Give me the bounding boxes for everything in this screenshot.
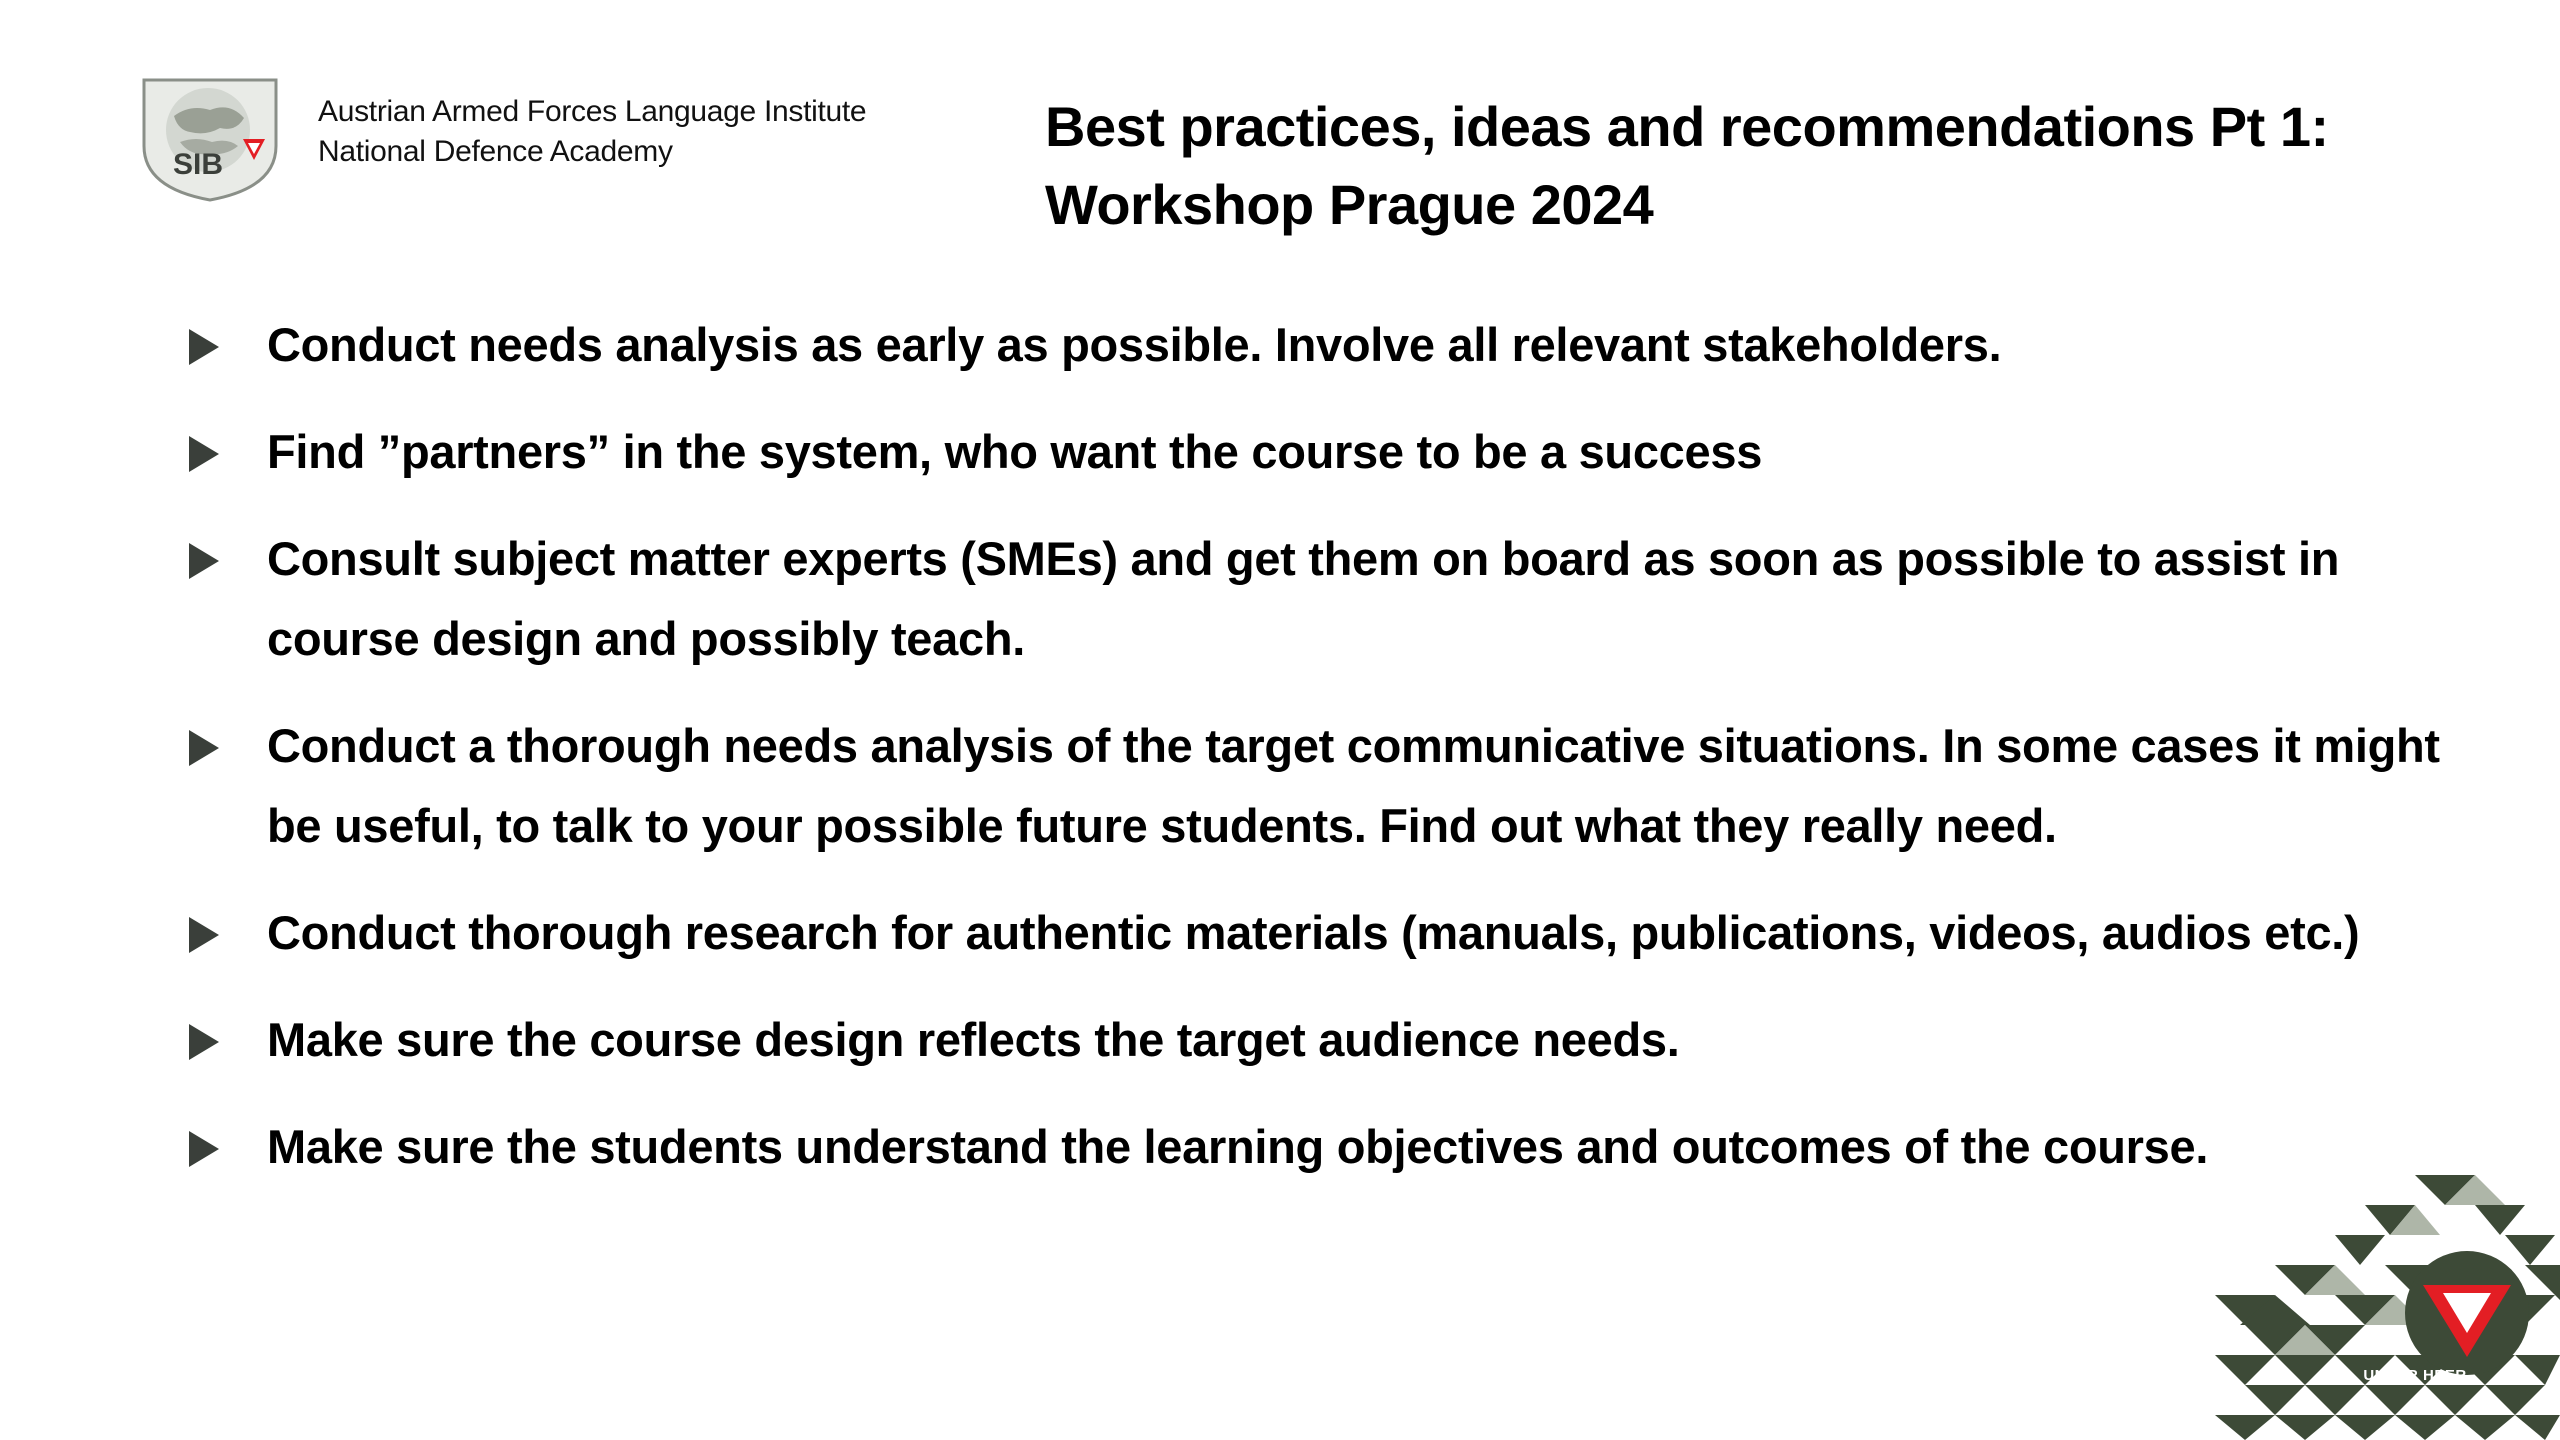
triangle-right-icon	[189, 543, 219, 579]
logo-text: SIB	[172, 148, 224, 181]
bullet-text: Find ”partners” in the system, who want the course to be a success	[267, 425, 1763, 478]
institute-line-2: National Defence Academy	[318, 135, 673, 168]
triangle-right-icon	[189, 436, 219, 472]
bullet-text: Conduct a thorough needs analysis of the target communicative situations. In some cases it might be useful, to talk to your possible future students. Find out what they really need.	[267, 719, 2440, 852]
title-line-2: Workshop Prague 2024	[1045, 173, 1654, 236]
triangle-right-icon	[189, 329, 219, 365]
list-item	[185, 1107, 2445, 1187]
bullet-text: Conduct thorough research for authentic materials (manuals, publications, videos, audios etc.)	[267, 906, 2360, 959]
bullet-text: Make sure the course design reflects the target audience needs.	[267, 1013, 1680, 1066]
list-item	[185, 305, 2445, 385]
triangle-right-icon	[189, 730, 219, 766]
shield-icon	[140, 76, 280, 204]
unser-heer-emblem	[2215, 1175, 2560, 1440]
page-title	[1045, 88, 2505, 244]
bullet-list	[185, 305, 2445, 1214]
bullet-text: Conduct needs analysis as early as possible. Involve all relevant stakeholders.	[267, 318, 2002, 371]
bullet-text: Consult subject matter experts (SMEs) and get them on board as soon as possible to assist in course design and possibly teach.	[267, 532, 2340, 665]
institute-name	[318, 92, 866, 172]
list-item	[185, 1000, 2445, 1080]
sib-logo	[140, 76, 280, 204]
triangle-right-icon	[189, 917, 219, 953]
emblem-label: UNSER HEER	[2363, 1367, 2467, 1384]
title-line-1: Best practices, ideas and recommendations Pt 1:	[1045, 95, 2329, 158]
institute-line-1: Austrian Armed Forces Language Institute	[318, 95, 867, 128]
list-item	[185, 519, 2445, 679]
triangle-right-icon	[189, 1024, 219, 1060]
list-item	[185, 706, 2445, 866]
list-item	[185, 412, 2445, 492]
triangle-right-icon	[189, 1131, 219, 1167]
triangle-pattern-icon	[2215, 1175, 2560, 1440]
list-item	[185, 893, 2445, 973]
bullet-text: Make sure the students understand the learning objectives and outcomes of the course.	[267, 1120, 2209, 1173]
